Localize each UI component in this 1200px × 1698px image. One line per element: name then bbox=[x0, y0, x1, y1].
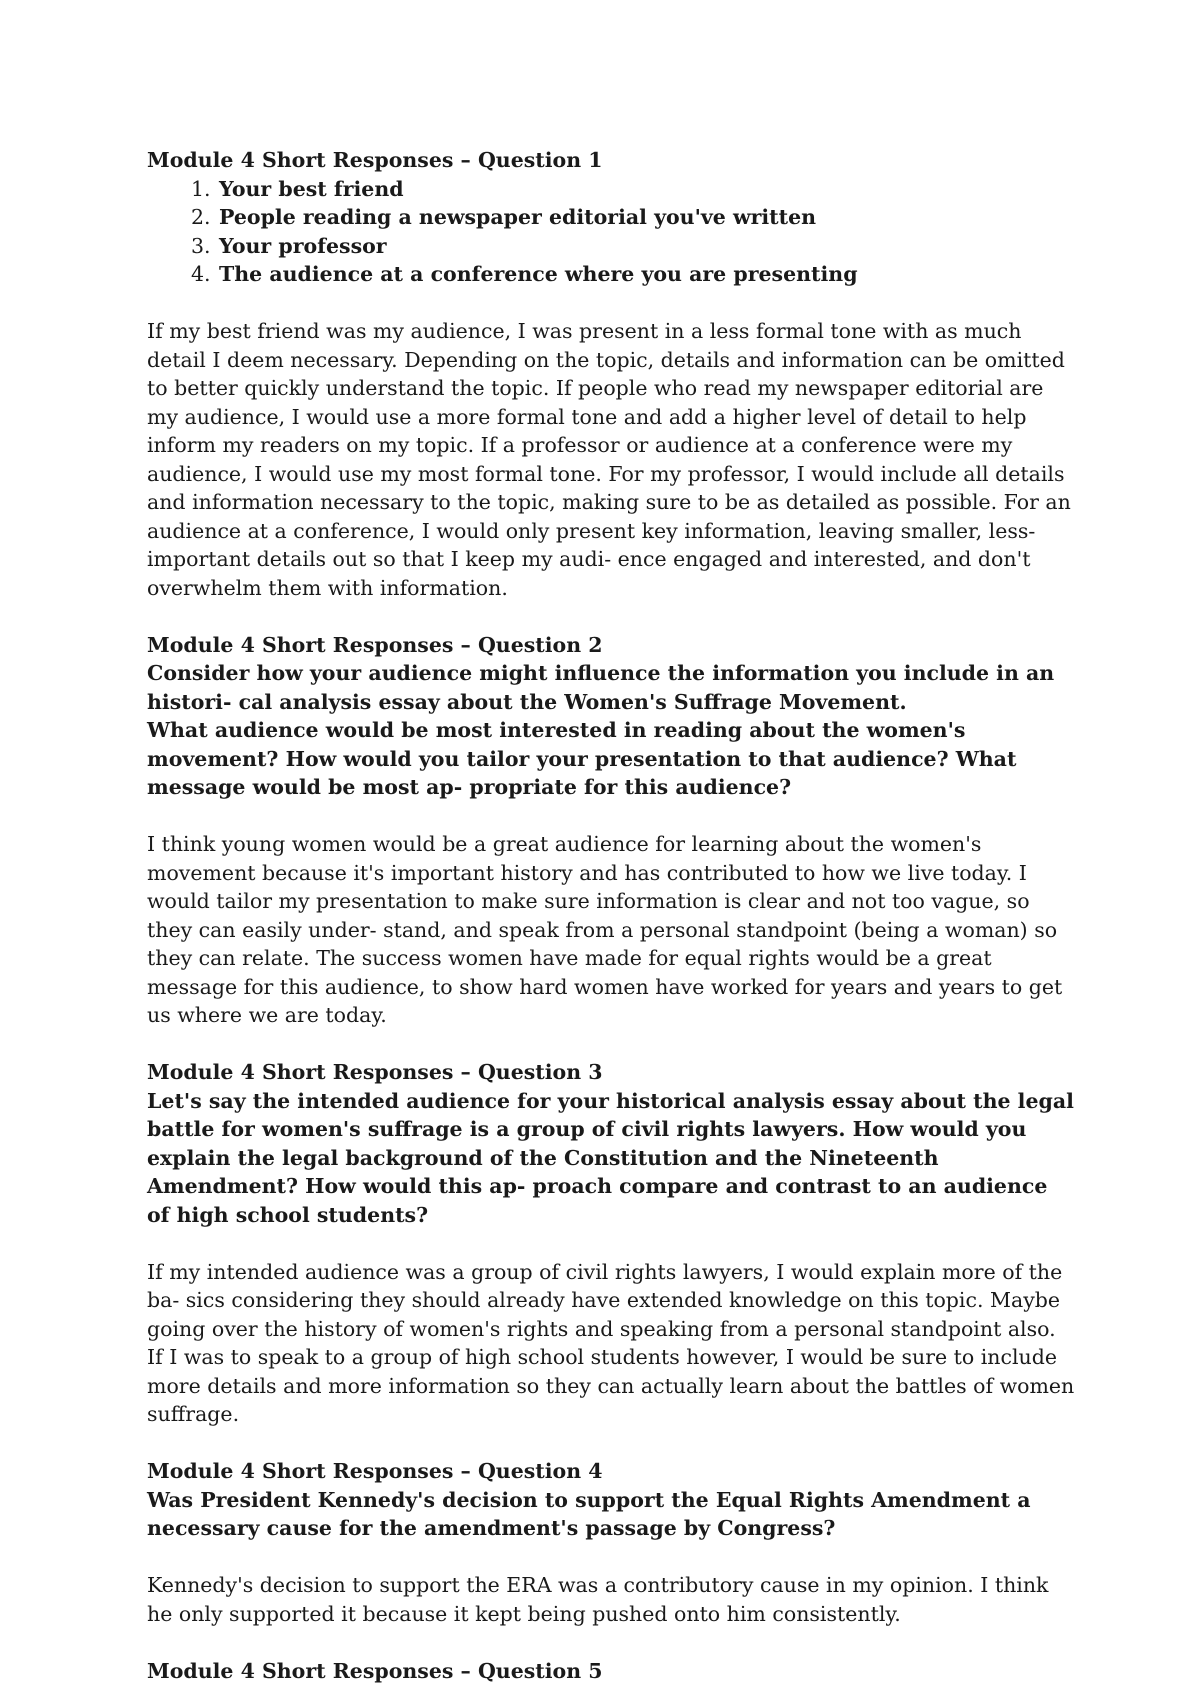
question-4-answer: Kennedy's decision to support the ERA was a contributory cause in my opinion. I think he only supported it because it kept being pushed onto him consistently. bbox=[147, 1573, 1049, 1626]
question-4-section bbox=[147, 1457, 1077, 1628]
question-3-heading: Module 4 Short Responses – Question 3 bbox=[147, 1060, 603, 1084]
question-2-section bbox=[147, 631, 1077, 1030]
question-5-section bbox=[147, 1657, 1077, 1686]
question-1-heading: Module 4 Short Responses – Question 1 bbox=[147, 148, 603, 172]
document-body bbox=[147, 146, 1077, 1685]
list-item-number: 1. bbox=[191, 176, 211, 201]
list-item-text: The audience at a conference where you are presenting bbox=[219, 262, 858, 286]
question-3-prompt: Let's say the intended audience for your historical analysis essay about the legal battle for women's suffrage is a group of civil rights lawyers. How would you explain the legal background of the Constitution and the Nineteenth Amendment? How would this ap- proach compare and contrast to an audience of high school students? bbox=[147, 1088, 1074, 1227]
question-2-heading: Module 4 Short Responses – Question 2 bbox=[147, 632, 603, 657]
question-2-prompt-2: What audience would be most interested in reading about the women's movement? How would you tailor your presentation to that audience? What message would be most ap- propriate for this audience? bbox=[147, 718, 1017, 799]
section-spacer bbox=[147, 1030, 1077, 1059]
paragraph-spacer bbox=[147, 1229, 1077, 1258]
section-spacer bbox=[147, 602, 1077, 631]
audience-list bbox=[147, 175, 1077, 289]
list-item-text: Your professor bbox=[219, 233, 387, 258]
paragraph-spacer bbox=[147, 289, 1077, 318]
list-item bbox=[147, 232, 1077, 261]
question-3-section bbox=[147, 1058, 1077, 1429]
question-2-answer: I think young women would be a great audience for learning about the women's movement because it's important history and has contributed to how we live today. I would tailor my presentation to make sure information is clear and not too vague, so they can easily under- stand, and speak from a personal standpoint (being a woman) so they can relate. The success women have made for equal rights would be a great message for this audience, to show hard women have worked for years and years to get us where we are today. bbox=[147, 832, 1063, 1027]
question-3-answer: If my intended audience was a group of civil rights lawyers, I would explain more of the ba- sics considering they should already have extended knowledge on this topic. Maybe going over the history of women's rights and speaking from a personal standpoint also. If I was to speak to a group of high school students however, I would be sure to include more details and more information so they can actually learn about the battles of women suffrage. bbox=[147, 1259, 1075, 1426]
section-spacer bbox=[147, 1429, 1077, 1458]
section-spacer bbox=[147, 1628, 1077, 1657]
list-item-number: 4. bbox=[191, 262, 211, 286]
list-item bbox=[147, 260, 1077, 289]
list-item-number: 2. bbox=[191, 205, 211, 229]
question-1-answer: If my best friend was my audience, I was present in a less formal tone with as much detail I deem necessary. Depending on the topic, details and information can be omitted to better quickly understand the topic. If people who read my newspaper editorial are my audience, I would use a more formal tone and add a higher level of detail to help inform my readers on my topic. If a professor or audience at a conference were my audience, I would use my most formal tone. For my professor, I would include all details and information necessary to the topic, making sure to be as detailed as possible. For an audience at a conference, I would only present key information, leaving smaller, less-important details out so that I keep my audi- ence engaged and interested, and don't overwhelm them with information. bbox=[147, 319, 1071, 600]
list-item-text: People reading a newspaper editorial you've written bbox=[219, 205, 817, 229]
list-item bbox=[147, 175, 1077, 204]
paragraph-spacer bbox=[147, 1543, 1077, 1572]
paragraph-spacer bbox=[147, 802, 1077, 831]
question-4-prompt: Was President Kennedy's decision to support the Equal Rights Amendment a necessary cause for the amendment's passage by Congress? bbox=[147, 1487, 1031, 1540]
question-2-prompt-1: Consider how your audience might influence the information you include in an histori- cal analysis essay about the Women's Suffrage Movement. bbox=[147, 661, 1055, 714]
question-1-section bbox=[147, 146, 1077, 602]
list-item-text: Your best friend bbox=[219, 176, 404, 201]
question-5-heading: Module 4 Short Responses – Question 5 bbox=[147, 1658, 603, 1683]
list-item-number: 3. bbox=[191, 233, 211, 258]
list-item bbox=[147, 203, 1077, 232]
question-4-heading: Module 4 Short Responses – Question 4 bbox=[147, 1459, 603, 1483]
